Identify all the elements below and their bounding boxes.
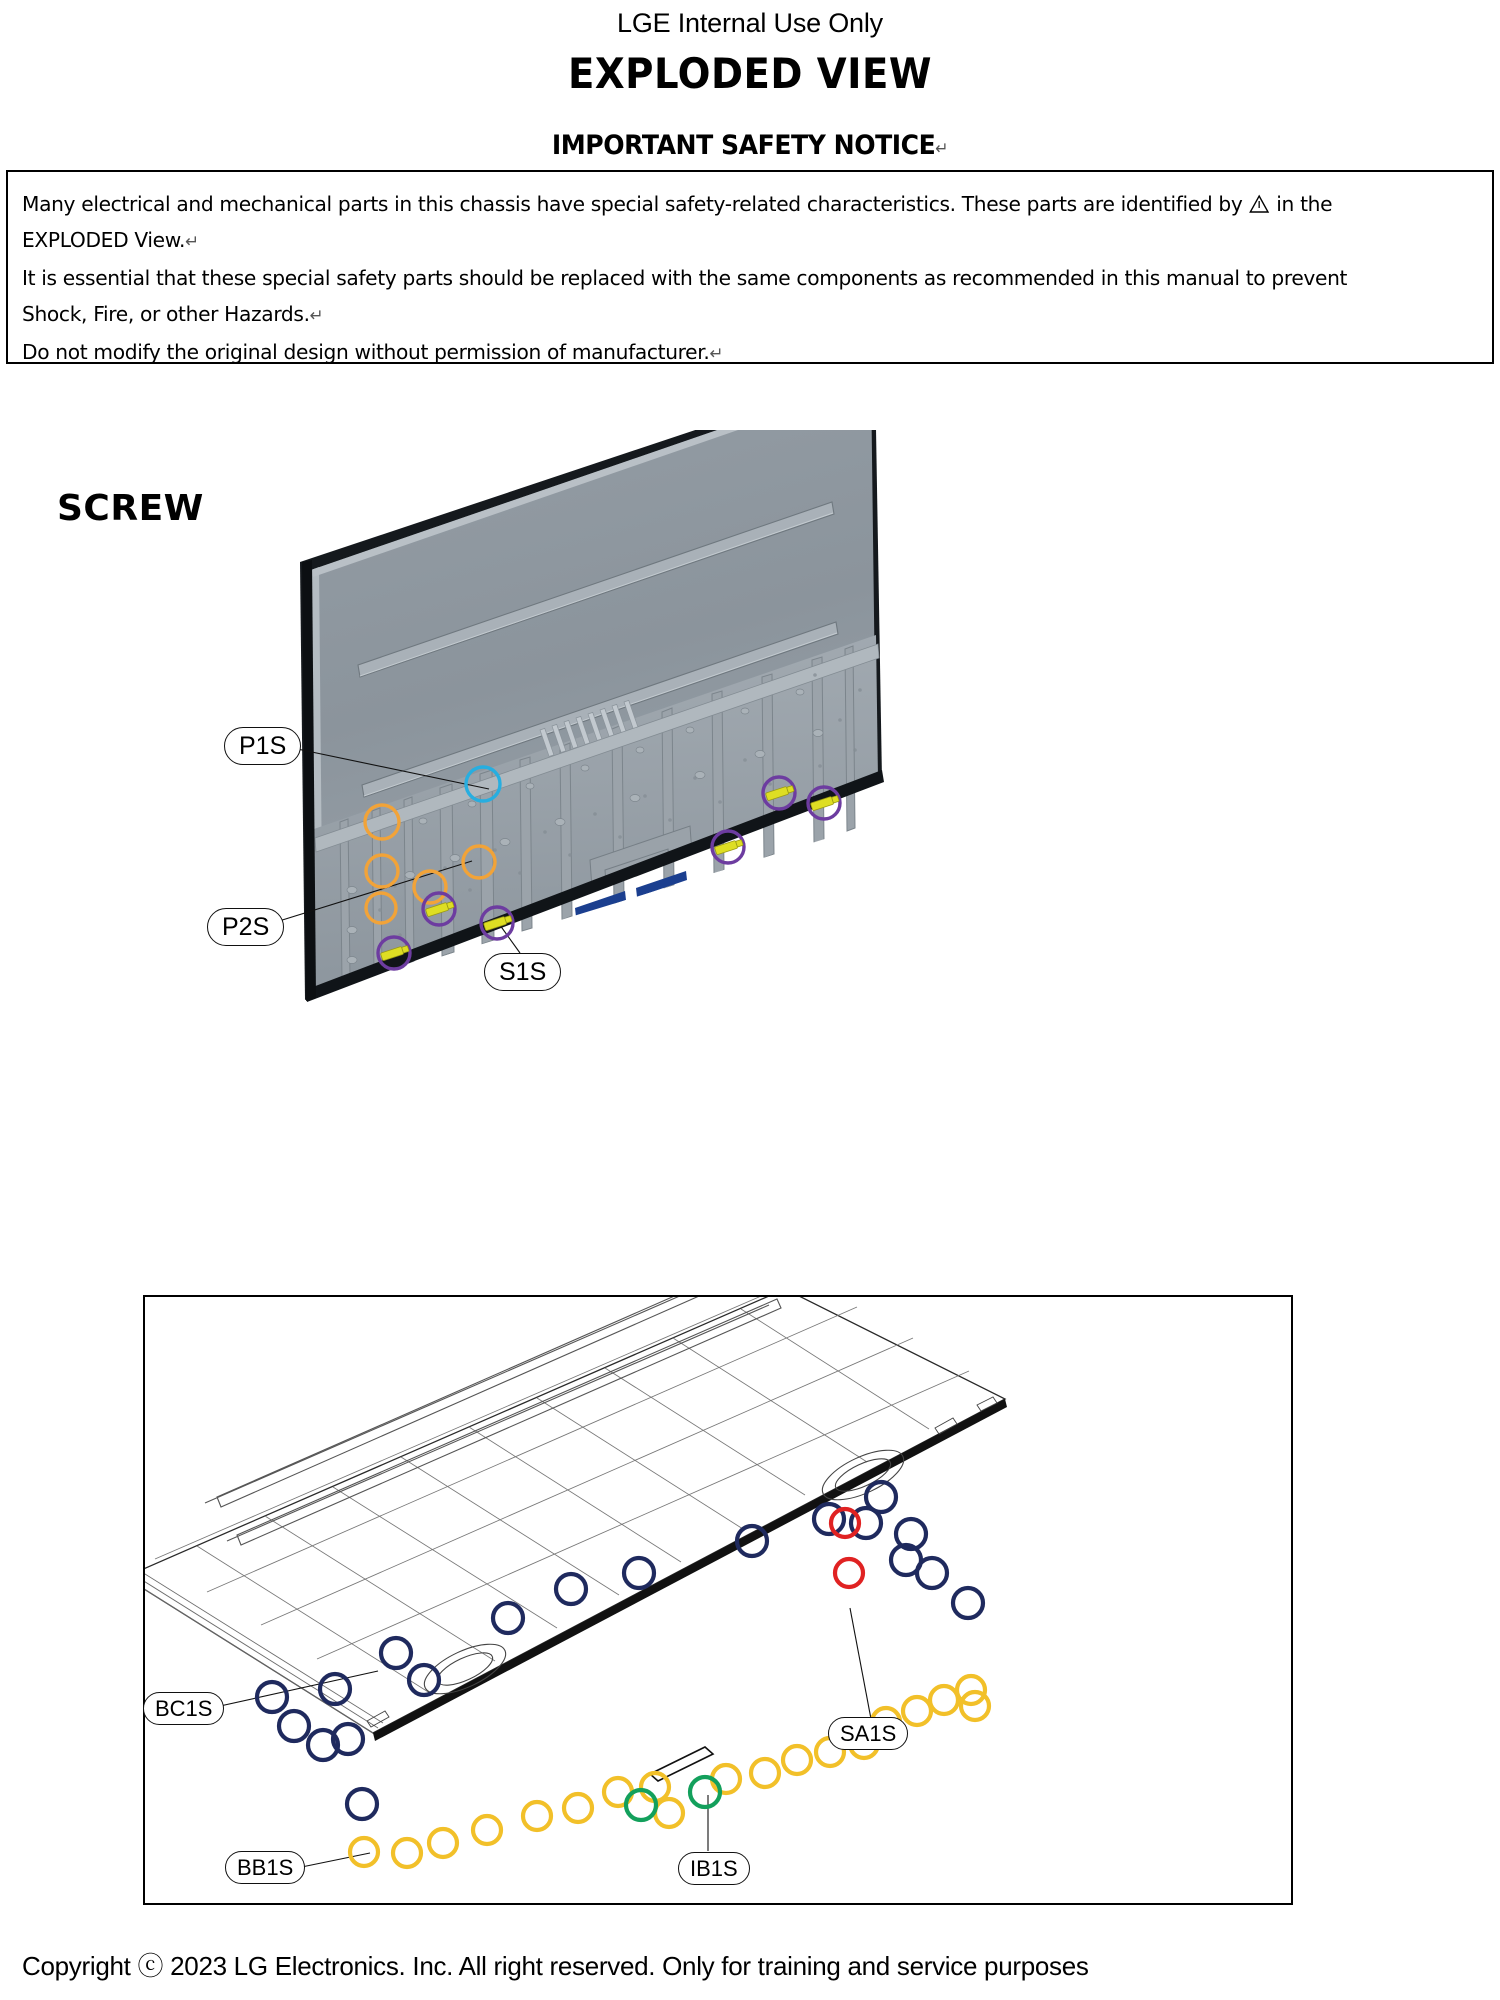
yellow-screw-marker — [903, 1697, 931, 1725]
callout-ib1s[interactable]: IB1S — [678, 1852, 750, 1885]
yellow-screw-marker — [564, 1794, 592, 1822]
yellow-screw-marker — [350, 1838, 378, 1866]
callout-p1s[interactable]: P1S — [224, 727, 301, 765]
callout-s1s[interactable]: S1S — [484, 953, 561, 991]
safety-notice-body — [22, 186, 1450, 372]
safety-line-1-tail: in the — [1276, 192, 1333, 216]
red-screw-marker — [835, 1559, 863, 1587]
pilcrow-mark: ↵ — [935, 139, 949, 159]
safety-notice-legend-text: IMPORTANT SAFETY NOTICE — [551, 130, 936, 161]
safety-line-1: Many electrical and mechanical parts in this chassis have special safety-related characteristics. These parts are identified by — [22, 192, 1243, 216]
page-title: EXPLODED VIEW — [568, 48, 932, 98]
bottom-cover-figure-frame — [143, 1295, 1293, 1905]
navy-screw-marker — [347, 1789, 377, 1819]
yellow-screw-marker — [429, 1829, 457, 1857]
safety-line-3: It is essential that these special safety parts should be replaced with the same components as recommended in this manual to prevent — [22, 266, 1348, 290]
yellow-screw-marker — [751, 1759, 779, 1787]
navy-screw-marker — [866, 1482, 896, 1512]
navy-screw-marker — [917, 1558, 947, 1588]
callout-bc1s[interactable]: BC1S — [143, 1692, 224, 1725]
callout-p2s[interactable]: P2S — [207, 908, 284, 946]
copyright-footer: Copyright ⓒ 2023 LG Electronics. Inc. All right reserved. Only for training and service purposes — [22, 1951, 1089, 1981]
cover-outline — [145, 1297, 1005, 1733]
pilcrow-mark-3: ↵ — [309, 306, 324, 326]
callout-bb1s[interactable]: BB1S — [225, 1851, 305, 1884]
safety-line-4: Shock, Fire, or other Hazards. — [22, 302, 310, 326]
yellow-screw-marker — [783, 1746, 811, 1774]
yellow-screw-marker — [523, 1802, 551, 1830]
yellow-screw-marker — [655, 1799, 683, 1827]
pilcrow-mark-2: ↵ — [185, 232, 199, 252]
callout-sa1s[interactable]: SA1S — [828, 1717, 908, 1750]
bottom-cover-figure — [145, 1297, 1291, 1903]
safety-line-5: Do not modify the original design without permission of manufacturer. — [22, 340, 710, 364]
safety-notice-legend — [0, 130, 1500, 161]
green-screw-marker — [690, 1777, 720, 1807]
yellow-screw-marker — [961, 1692, 989, 1720]
tv-rear-chassis-figure — [0, 430, 1140, 1310]
yellow-screw-marker — [473, 1816, 501, 1844]
pilcrow-mark-4: ↵ — [709, 344, 724, 364]
page-header — [0, 0, 1500, 98]
yellow-screw-marker — [930, 1686, 958, 1714]
screw-section-heading: SCREW — [57, 488, 204, 529]
navy-screw-marker — [279, 1711, 309, 1741]
warning-triangle-icon — [1249, 194, 1271, 214]
yellow-screw-marker — [712, 1765, 740, 1793]
safety-line-2: EXPLODED View. — [22, 228, 186, 252]
internal-use-notice: LGE Internal Use Only — [617, 8, 883, 38]
navy-screw-marker — [953, 1588, 983, 1618]
yellow-screw-marker — [393, 1839, 421, 1867]
